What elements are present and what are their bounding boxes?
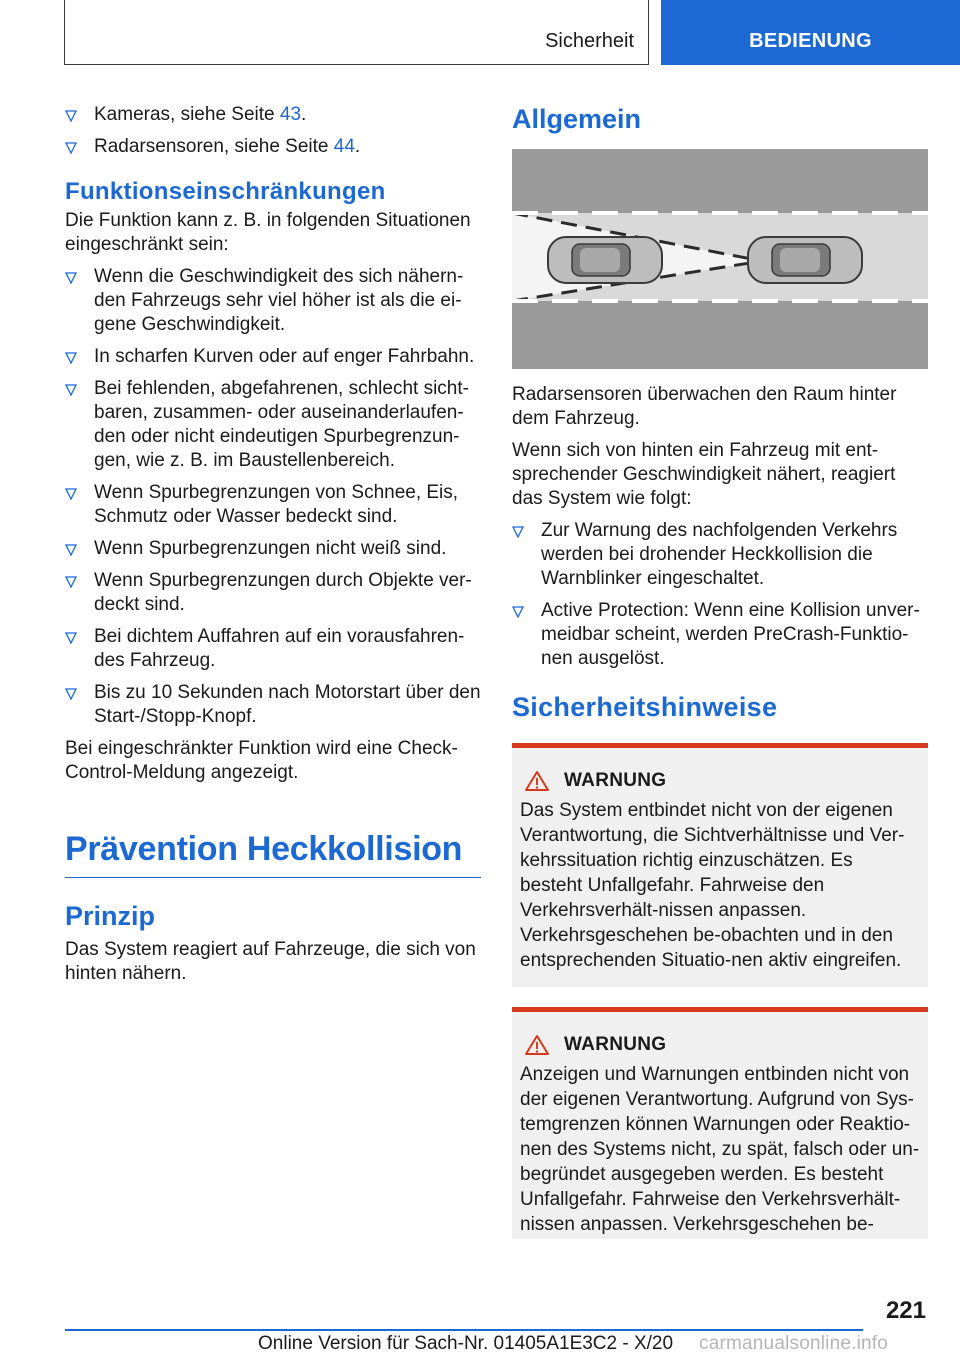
list-item: Bei fehlenden, abgefahrenen, schlecht sicht-baren, zusammen- oder auseinanderlaufen-den oder nicht eindeutigen Spurbegrenzun-gen, wie z. B. im Baustellenbereich. <box>65 377 481 473</box>
warning-header <box>520 770 920 792</box>
triangle-bullet-icon <box>65 632 77 644</box>
triangle-bullet-icon <box>65 352 77 364</box>
own-car-icon <box>748 237 862 283</box>
list-item: Wenn die Geschwindigkeit des sich nähern-den Fahrzeugs sehr viel höher ist als die ei-gene Geschwindigkeit. <box>65 265 481 337</box>
triangle-bullet-icon <box>65 384 77 396</box>
triangle-bullet-icon <box>65 576 77 588</box>
list-item: Radarsensoren, siehe Seite 44. <box>65 135 481 159</box>
limits-note: Bei eingeschränkter Funktion wird eine Check-Control-Meldung angezeigt. <box>65 738 458 783</box>
list-item: Kameras, siehe Seite 43. <box>65 103 481 127</box>
following-car-icon <box>548 237 662 283</box>
warning-label: WARNUNG <box>564 1034 667 1055</box>
triangle-bullet-icon <box>65 544 77 556</box>
warning-text: Anzeigen und Warnungen entbinden nicht von der eigenen Verantwortung. Aufgrund von Sys-temgrenzen können Warnungen oder Reaktio-nen des Systems nicht, zu spät, falsch oder un-begründet ausgegeben werden. Es besteht Unfallgefahr. Fahrweise den Verkehrsverhält-nissen anpassen. Verkehrsgeschehen be- <box>520 1064 920 1235</box>
page-link[interactable]: 44 <box>333 136 355 157</box>
footer-version-text: Online Version für Sach-Nr. 01405A1E3C2 - X/20 <box>258 1333 674 1354</box>
page-link[interactable]: 43 <box>279 104 302 125</box>
radar-illustration <box>512 149 928 369</box>
footer-divider <box>65 1329 863 1331</box>
reaction-intro: Wenn sich von hinten ein Fahrzeug mit ent-sprechender Geschwindigkeit nähert, reagiert das System wie folgt: <box>512 440 896 509</box>
triangle-bullet-icon <box>65 688 77 700</box>
left-column <box>65 103 481 994</box>
warning-box <box>512 1007 928 1239</box>
reference-list <box>65 103 481 159</box>
warning-box <box>512 743 928 987</box>
triangle-bullet-icon <box>65 142 77 154</box>
list-item: Wenn Spurbegrenzungen von Schnee, Eis, Schmutz oder Wasser bedeckt sind. <box>65 481 481 529</box>
limits-heading: Funktionseinschränkungen <box>65 178 386 205</box>
footer-watermark: carmanualsonline.info <box>699 1333 889 1354</box>
list-item: Bis zu 10 Sekunden nach Motorstart über den Start-/Stopp-Knopf. <box>65 681 481 729</box>
header-section-title: Sicherheit <box>545 30 634 52</box>
principle-text: Das System reagiert auf Fahrzeuge, die sich von hinten nähern. <box>65 939 476 984</box>
triangle-bullet-icon <box>65 110 77 122</box>
radar-diagram-svg <box>512 149 928 369</box>
list-item: Wenn Spurbegrenzungen nicht weiß sind. <box>65 537 481 561</box>
triangle-bullet-icon <box>65 488 77 500</box>
limits-intro: Die Funktion kann z. B. in folgenden Situationen eingeschränkt sein: <box>65 210 471 255</box>
warning-label: WARNUNG <box>564 770 667 791</box>
figure-caption: Radarsensoren überwachen den Raum hinter dem Fahrzeug. <box>512 384 897 429</box>
limits-list <box>65 265 481 729</box>
principle-heading: Prinzip <box>65 901 156 931</box>
header-chapter-tab[interactable] <box>661 0 960 65</box>
warning-triangle-icon <box>524 770 550 792</box>
safety-heading: Sicherheitshinweise <box>512 692 778 722</box>
triangle-bullet-icon <box>65 272 77 284</box>
triangle-bullet-icon <box>512 606 524 618</box>
list-item: Active Protection: Wenn eine Kollision unver-meidbar scheint, werden PreCrash-Funktio-nen ausgelöst. <box>512 599 928 671</box>
warning-text: Das System entbindet nicht von der eigenen Verantwortung, die Sichtverhältnisse und Ver-kehrssituation richtig einzuschätzen. Es besteht Unfallgefahr. Fahrweise den Verkehrsverhält-nissen anpassen. Verkehrsgeschehen be-obachten und in den entsprechenden Situatio-nen aktiv eingreifen. <box>520 800 905 971</box>
header-section-box <box>64 0 649 65</box>
right-column <box>512 103 928 1239</box>
header-chapter-label: BEDIENUNG <box>749 30 872 52</box>
warning-header <box>520 1034 920 1056</box>
general-heading: Allgemein <box>512 104 642 134</box>
reaction-list <box>512 519 928 671</box>
warning-triangle-icon <box>524 1034 550 1056</box>
list-item: Zur Warnung des nachfolgenden Verkehrs werden bei drohender Heckkollision die Warnblinker eingeschaltet. <box>512 519 928 591</box>
list-item: Wenn Spurbegrenzungen durch Objekte ver-deckt sind. <box>65 569 481 617</box>
list-item: In scharfen Kurven oder auf enger Fahrbahn. <box>65 345 481 369</box>
triangle-bullet-icon <box>512 526 524 538</box>
page-number: 221 <box>885 1297 926 1324</box>
chapter-heading: Prävention Heckkollision <box>65 827 481 878</box>
list-item: Bei dichtem Auffahren auf ein vorausfahren-des Fahrzeug. <box>65 625 481 673</box>
